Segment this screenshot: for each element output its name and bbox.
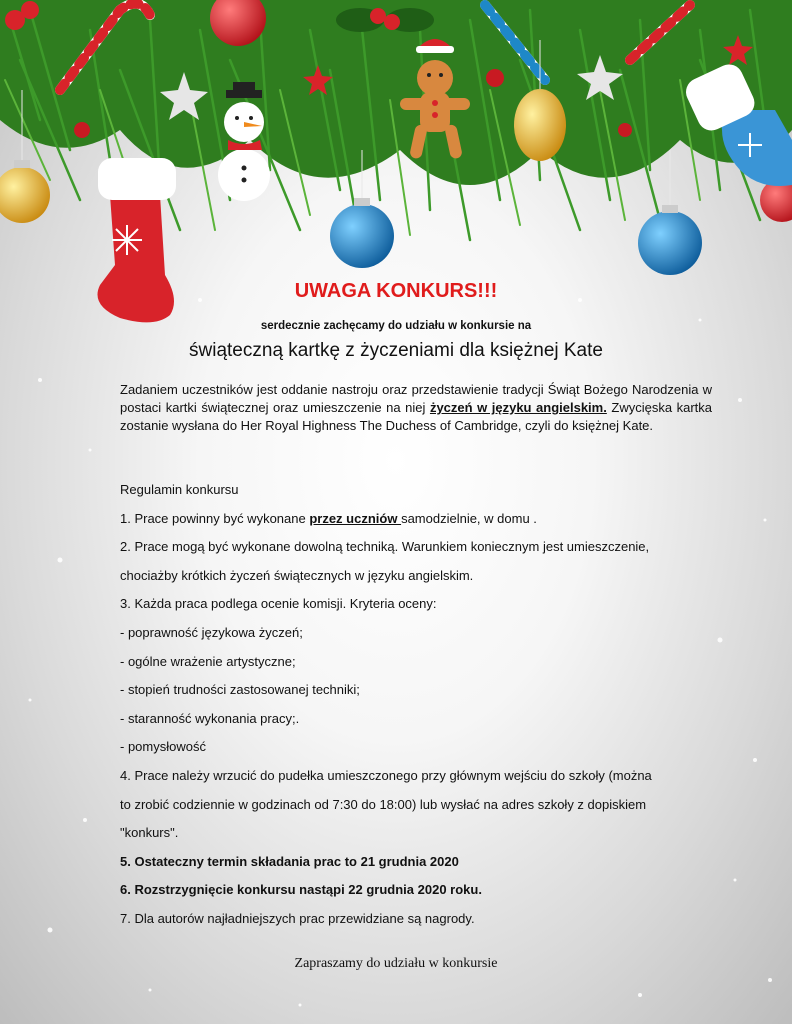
contest-subtitle: świąteczną kartkę z życzeniami dla księżnej Kate [189,340,603,361]
rule-1-text-end: samodzielnie, w domu . [401,510,537,526]
rule-2-line-2: chociażby krótkich życzeń świątecznych w języku angielskim. [120,567,474,583]
rules-heading: Regulamin konkursu [120,482,239,497]
rule-4-line-3: "konkurs". [120,825,179,841]
contest-description [120,381,712,435]
rule-4-line-1: 4. Prace należy wrzucić do pudełka umieszczonego przy głównym wejściu do szkoły (można [120,767,652,783]
description-emphasis: życzeń w języku angielskim. [429,400,607,415]
rule-6-results: 6. Rozstrzygnięcie konkursu nastąpi 22 grudnia 2020 roku. [120,882,482,898]
rule-1 [120,505,720,534]
intro-text: serdecznie zachęcamy do udziału w konkursie na [260,320,532,332]
criterion-4: - staranność wykonania pracy;. [120,710,300,726]
page-title: UWAGA KONKURS!!! [294,280,498,302]
description-part-2: Zwycięska kartka zostanie wysłana do Her Royal Highness The Duchess of Cambridge, czyli do księżnej Kate. [120,400,712,433]
rule-1-emphasis: przez uczniów [309,510,402,526]
rules-section [120,476,720,934]
rule-3: 3. Każda praca podlega ocenie komisji. Kryteria oceny: [120,596,437,612]
closing-invitation: Zapraszamy do udziału w konkursie [294,956,498,971]
rule-2-line-1: 2. Prace mogą być wykonane dowolną techniką. Warunkiem koniecznym jest umieszczenie, [120,539,650,555]
rule-1-text: 1. Prace powinny być wykonane [120,510,310,526]
criterion-3: - stopień trudności zastosowanej techniki; [120,682,360,698]
rule-4-line-2: to zrobić codziennie w godzinach od 7:30 do 18:00) lub wysłać na adres szkoły z dopiskiem [120,796,647,812]
criterion-2: - ogólne wrażenie artystyczne; [120,653,296,669]
criterion-1: - poprawność językowa życzeń; [120,624,303,640]
rule-7-prizes: 7. Dla autorów najładniejszych prac przewidziane są nagrody. [120,910,475,926]
rule-5-deadline: 5. Ostateczny termin składania prac to 21 grudnia 2020 [120,853,459,869]
criterion-5: - pomysłowość [120,739,206,755]
description-part-1: Zadaniem uczestników jest oddanie nastroju oraz przedstawienie tradycji Świąt Bożego Narodzenia w postaci kartki świątecznej oraz umieszczenie na niej [120,382,712,415]
